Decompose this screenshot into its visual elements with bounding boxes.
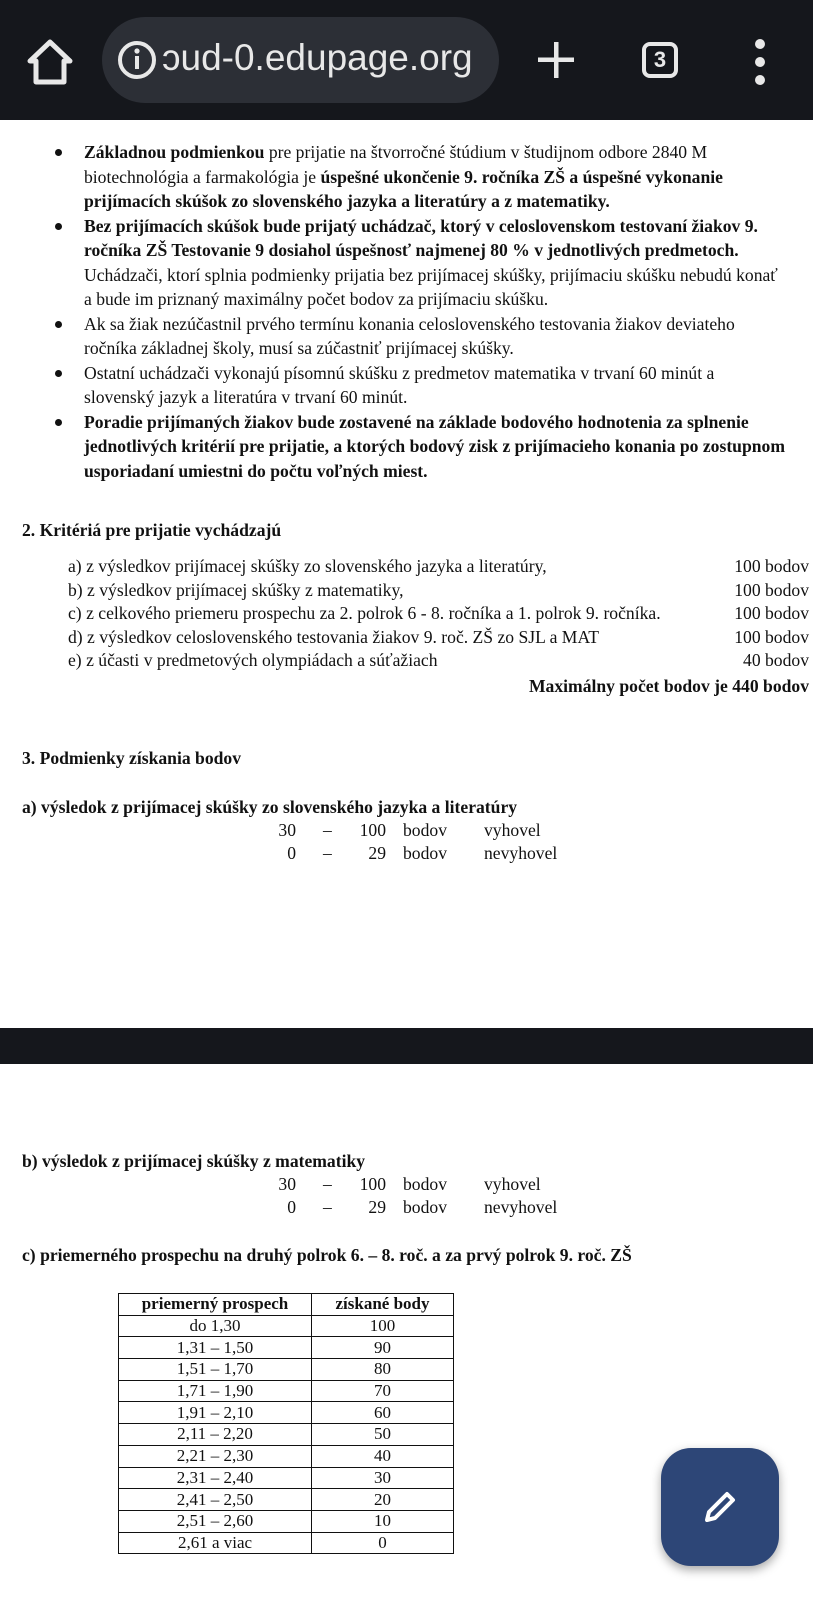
criterion-points: 40 bodov [743,650,809,671]
table-row [119,1424,454,1446]
address-bar[interactable] [102,17,499,103]
list-item [0,140,813,214]
table-cell: 1,91 – 2,10 [119,1402,312,1424]
table-row [119,1467,454,1489]
text-segment: jednotlivých kritérií pre prijatie, a ktorých bodový zisk z prijímacieho konania po zostupnom [84,436,785,456]
table-cell: 60 [312,1402,454,1424]
list-item-line [84,140,813,165]
table-cell: 1,31 – 1,50 [119,1337,312,1359]
text-segment: a bude im priznaný maximálny počet bodov za prijímaciu skúšku. [84,289,549,309]
score-row [0,1197,813,1219]
table-cell: do 1,30 [119,1315,312,1337]
max-points: Maximálny počet bodov je 440 bodov [528,676,809,696]
section3-heading: 3. Podmienky získania bodov [22,748,241,768]
criterion-label: c) z celkového priemeru prospechu za 2. polrok 6 - 8. ročníka a 1. polrok 9. ročníka. [68,603,661,624]
section3c-heading: c) priemerného prospechu na druhý polrok 6. – 8. roč. a za prvý polrok 9. roč. ZŠ [22,1245,632,1265]
criterion-label: d) z výsledkov celoslovenského testovania žiakov 9. roč. ZŠ zo SJL a MAT [68,626,599,647]
criterion-points: 100 bodov [734,626,809,647]
text-segment: Ostatní uchádzači vykonajú písomnú skúšku z predmetov matematika v trvaní 60 minút a [84,362,715,383]
list-item [0,361,813,410]
table-cell: 2,41 – 2,50 [119,1489,312,1511]
score-row [0,843,813,865]
table-row [119,1532,454,1554]
table-row [119,1445,454,1467]
section3b-heading: b) výsledok z prijímacej skúšky z matematiky [22,1151,366,1171]
table-row [119,1489,454,1511]
plus-icon[interactable] [536,38,576,82]
score-to: 100 [359,1174,386,1194]
score-dash: – [323,1197,332,1217]
text-segment: Bez prijímacích skúšok bude prijatý uchádzač, ktorý v celoslovenskom testovaní žiakov 9. [84,215,758,236]
score-unit: bodov [403,820,447,840]
list-item-line [84,312,813,337]
section2-heading: 2. Kritériá pre prijatie vychádzajú [22,520,282,540]
home-icon[interactable] [24,36,76,88]
score-unit: bodov [403,843,447,863]
url-text: ɔud-0.edupage.org [162,37,473,78]
list-item-line [84,263,813,288]
score-dash: – [323,1174,332,1194]
list-item-line [84,287,813,312]
score-to: 100 [359,820,386,840]
score-from: 30 [278,1174,296,1194]
score-unit: bodov [403,1174,447,1194]
table-cell: 2,31 – 2,40 [119,1467,312,1489]
table-cell: 2,61 a viac [119,1532,312,1554]
criterion-points: 100 bodov [734,579,809,600]
score-to: 29 [368,1197,386,1217]
criterion-label: b) z výsledkov prijímacej skúšky z matematiky, [68,579,404,600]
list-item-line [84,385,813,410]
text-segment: Poradie prijímaných žiakov bude zostavené na základe bodového hodnotenia za splnenie [84,411,749,432]
table-cell: 80 [312,1359,454,1381]
table-cell: 2,51 – 2,60 [119,1510,312,1532]
list-item-line [84,238,813,263]
text-segment: ročníka ZŠ Testovanie 9 dosiahol úspešnosť najmenej 80 % v jednotlivých predmetoch. [84,240,739,260]
score-row [0,820,813,842]
table-cell: 90 [312,1337,454,1359]
list-item-line [84,165,813,190]
table-cell: 100 [312,1315,454,1337]
list-item [0,410,813,484]
score-unit: bodov [403,1197,447,1217]
list-item-line [84,410,813,435]
score-dash: – [323,820,332,840]
criterion-label: e) z účasti v predmetových olympiádach a súťažiach [68,650,438,671]
score-result: nevyhovel [484,843,558,863]
table-cell: 1,51 – 1,70 [119,1359,312,1381]
table-row [119,1380,454,1402]
table-header: priemerný prospech [119,1294,312,1316]
info-icon[interactable] [116,39,158,81]
text-segment: Ak sa žiak nezúčastnil prvého termínu konania celoslovenského testovania žiakov deviateho [84,313,735,334]
text-segment: úspešné ukončenie 9. ročníka ZŠ a úspešné vykonanie [320,166,723,187]
table-cell: 1,71 – 1,90 [119,1380,312,1402]
page-separator [0,1028,813,1064]
list-item-line [84,336,813,361]
table-cell: 2,11 – 2,20 [119,1424,312,1446]
list-item-line [84,434,813,459]
table-row [119,1359,454,1381]
list-item [0,312,813,361]
list-item-line [84,459,813,484]
table-cell: 0 [312,1532,454,1554]
edit-pencil-icon [699,1486,741,1528]
browser-toolbar [0,0,813,120]
table-row [119,1337,454,1359]
score-result: nevyhovel [484,1197,558,1217]
more-vert-icon[interactable] [748,36,772,88]
score-result: vyhovel [484,1174,541,1194]
tabs-icon[interactable]: 3 [642,42,678,78]
grade-points-table [118,1293,454,1554]
table-row [119,1402,454,1424]
list-item-line [84,189,813,214]
table-cell: 40 [312,1445,454,1467]
text-segment: ročníka základnej školy, musí sa zúčastniť prijímacej skúšky. [84,338,514,358]
text-segment: slovenský jazyk a literatúra v trvaní 60 minút. [84,387,408,407]
text-segment: pre prijatie na štvorročné štúdium v študijnom odbore 2840 M [264,142,708,162]
score-from: 30 [278,820,296,840]
table-cell: 30 [312,1467,454,1489]
text-segment: Základnou podmienkou [84,142,265,162]
table-cell: 20 [312,1489,454,1511]
score-result: vyhovel [484,820,541,840]
admission-conditions-list [0,140,813,483]
text-segment: usporiadaní umiestni do počtu voľných miest. [84,460,428,481]
table-cell: 70 [312,1380,454,1402]
table-header: získané body [312,1294,454,1316]
score-from: 0 [287,1197,296,1217]
list-item-line [84,361,813,386]
score-from: 0 [287,843,296,863]
text-segment: biotechnológia a farmakológia je [84,166,321,187]
table-row [119,1510,454,1532]
criterion-points: 100 bodov [734,603,809,624]
table-header-row [119,1294,454,1316]
table-cell: 10 [312,1510,454,1532]
text-segment: prijímacích skúšok zo slovenského jazyka a literatúry a z matematiky. [84,191,610,211]
table-row [119,1315,454,1337]
score-to: 29 [368,843,386,863]
list-item [0,214,813,312]
score-row [0,1174,813,1196]
score-dash: – [323,843,332,863]
edit-button[interactable] [661,1448,779,1566]
text-segment: Uchádzači, ktorí splnia podmienky prijatia bez prijímacej skúšky, prijímaciu skúšku nebudú konať [84,264,778,285]
table-cell: 50 [312,1424,454,1446]
criterion-label: a) z výsledkov prijímacej skúšky zo slovenského jazyka a literatúry, [68,556,547,576]
criterion-points: 100 bodov [734,556,809,576]
section3a-heading: a) výsledok z prijímacej skúšky zo slovenského jazyka a literatúry [22,797,518,817]
list-item-line [84,214,813,239]
table-cell: 2,21 – 2,30 [119,1445,312,1467]
